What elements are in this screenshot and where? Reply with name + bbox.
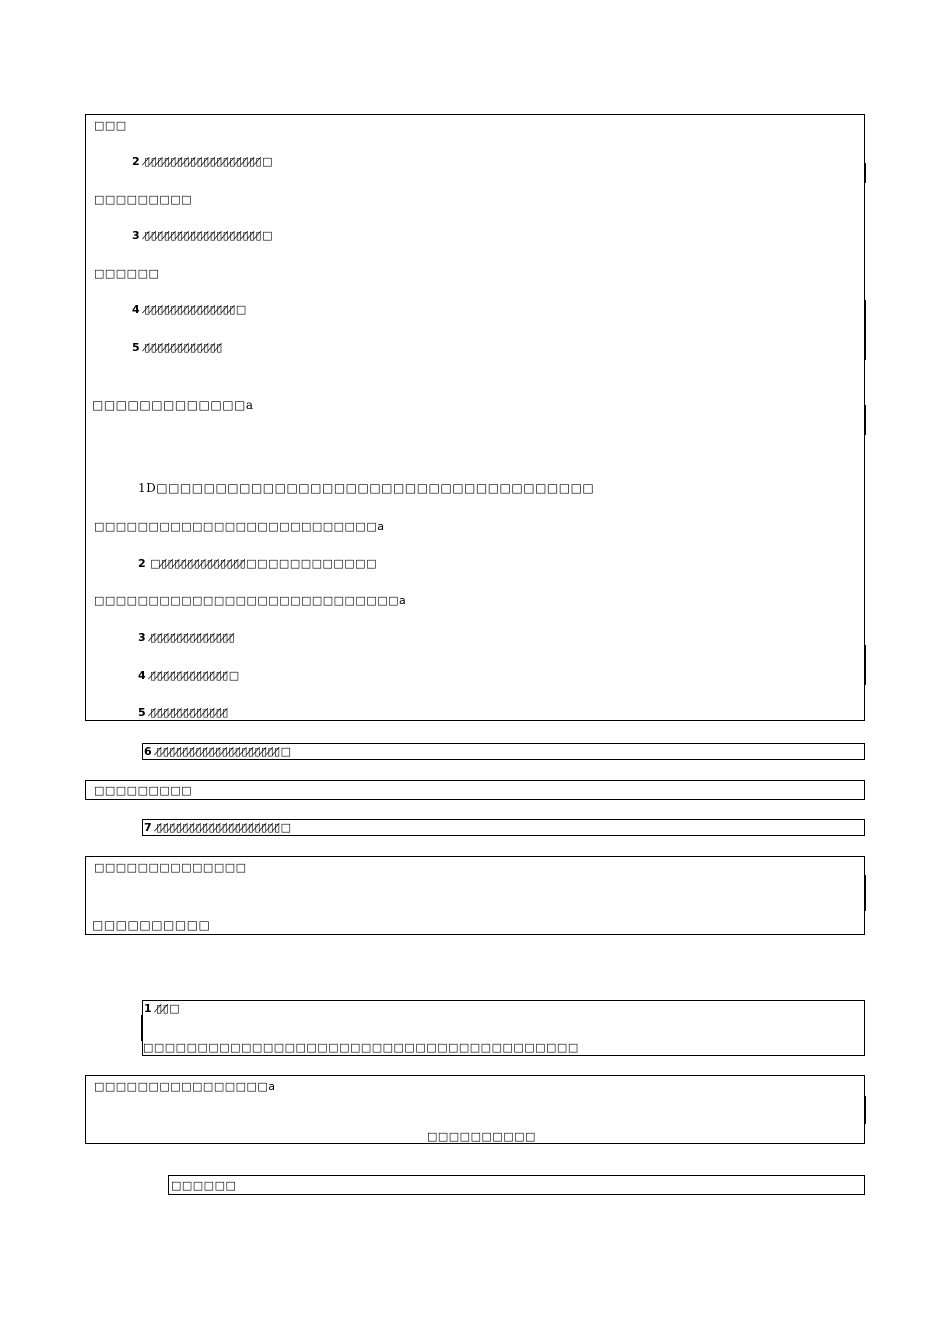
block1-line3: □□□□□□□□□ — [94, 193, 193, 206]
item-text: ▯̸▯̸▯̸▯̸▯̸▯̸▯̸▯̸▯̸▯̸▯̸▯̸□ — [150, 669, 240, 682]
border-mark — [141, 1015, 143, 1041]
list-item-6-box — [142, 743, 865, 760]
item-text: ▯̸▯̸▯̸▯̸▯̸▯̸▯̸▯̸▯̸▯̸▯̸▯̸▯̸▯̸▯̸▯̸▯̸▯̸▯̸□ — [156, 745, 292, 758]
box-b-item-1 — [144, 1002, 180, 1016]
item-text: ▯̸▯̸▯̸▯̸▯̸▯̸▯̸▯̸▯̸▯̸▯̸▯̸▯̸▯̸▯̸▯̸▯̸▯̸▯̸□ — [156, 821, 292, 834]
plain-row-box — [85, 780, 865, 800]
item-number: 5 — [138, 706, 147, 719]
item-text: ▯̸▯̸▯̸▯̸▯̸▯̸▯̸▯̸▯̸▯̸▯̸▯̸ — [150, 706, 229, 719]
list-item-4b — [138, 669, 240, 683]
main-text-block — [85, 114, 865, 721]
list-item-3b — [138, 631, 235, 645]
border-mark — [864, 163, 866, 183]
box-a-line2: □□□□□□□□□□ — [92, 918, 211, 932]
item-text: ▯̸▯̸▯̸▯̸▯̸▯̸▯̸▯̸▯̸▯̸▯̸▯̸▯̸▯̸▯̸▯̸▯̸▯̸□ — [144, 155, 274, 168]
item-text: ▯̸▯̸▯̸▯̸▯̸▯̸▯̸▯̸▯̸▯̸▯̸▯̸▯̸▯̸□ — [144, 303, 247, 316]
block1-line5: □□□□□□ — [94, 267, 160, 280]
box-c-line1: □□□□□□□□□□□□□□□□a — [94, 1080, 276, 1093]
text-box-d — [168, 1175, 865, 1195]
item-number: 5 — [132, 341, 141, 354]
block1-line8: □□□□□□□□□□□□□a — [92, 398, 254, 412]
item-number: 2 — [138, 557, 147, 570]
item-text: ▯̸▯̸▯̸▯̸▯̸▯̸▯̸▯̸▯̸▯̸▯̸▯̸▯̸▯̸▯̸▯̸▯̸▯̸□ — [144, 229, 274, 242]
border-mark — [864, 300, 866, 360]
list-item-5b — [138, 706, 229, 720]
border-mark — [864, 405, 866, 435]
border-mark — [864, 875, 866, 911]
text-box-a — [85, 856, 865, 935]
list-item-6 — [144, 745, 292, 759]
item-number: 3 — [132, 229, 141, 242]
list-item-5 — [132, 341, 223, 355]
box-b-line2: □□□□□□□□□□□□□□□□□□□□□□□□□□□□□□□□□□□□□□□□ — [143, 1041, 579, 1054]
box-a-line1: □□□□□□□□□□□□□□ — [94, 861, 247, 874]
item-number: 3 — [138, 631, 147, 644]
border-mark — [864, 645, 866, 685]
list-item-2 — [132, 155, 273, 169]
list-item-2b — [138, 557, 377, 571]
item-text: ▯̸▯̸□ — [156, 1002, 181, 1015]
item-number: 4 — [132, 303, 141, 316]
list-item-3 — [132, 229, 273, 243]
box-d-line1: □□□□□□ — [171, 1179, 237, 1192]
plain-row-text: □□□□□□□□□ — [94, 784, 193, 797]
item-text: ▯̸▯̸▯̸▯̸▯̸▯̸▯̸▯̸▯̸▯̸▯̸▯̸▯̸ — [150, 631, 236, 644]
item-number: 7 — [144, 821, 153, 834]
block1-line1: □□□ — [94, 119, 127, 132]
item-number: 6 — [144, 745, 153, 758]
block1-line9: 1D□□□□□□□□□□□□□□□□□□□□□□□□□□□□□□□□□□□□□ — [138, 481, 595, 495]
block1-line12: □□□□□□□□□□□□□□□□□□□□□□□□□□□□a — [94, 594, 407, 607]
list-item-4 — [132, 303, 247, 317]
box-c-line2: □□□□□□□□□□ — [427, 1130, 536, 1143]
block1-line10: □□□□□□□□□□□□□□□□□□□□□□□□□□a — [94, 520, 385, 533]
text-box-c — [85, 1075, 865, 1144]
item-number: 4 — [138, 669, 147, 682]
item-text: ▯̸▯̸▯̸▯̸▯̸▯̸▯̸▯̸▯̸▯̸▯̸▯̸ — [144, 341, 223, 354]
item-number: 1 — [144, 1002, 153, 1015]
text-box-b — [142, 1000, 865, 1056]
list-item-7 — [144, 821, 292, 835]
item-text: □▯̸▯̸▯̸▯̸▯̸▯̸▯̸▯̸▯̸▯̸▯̸▯̸▯̸□□□□□□□□□□□□ — [150, 557, 377, 570]
list-item-7-box — [142, 819, 865, 836]
item-number: 2 — [132, 155, 141, 168]
border-mark — [864, 1096, 866, 1124]
